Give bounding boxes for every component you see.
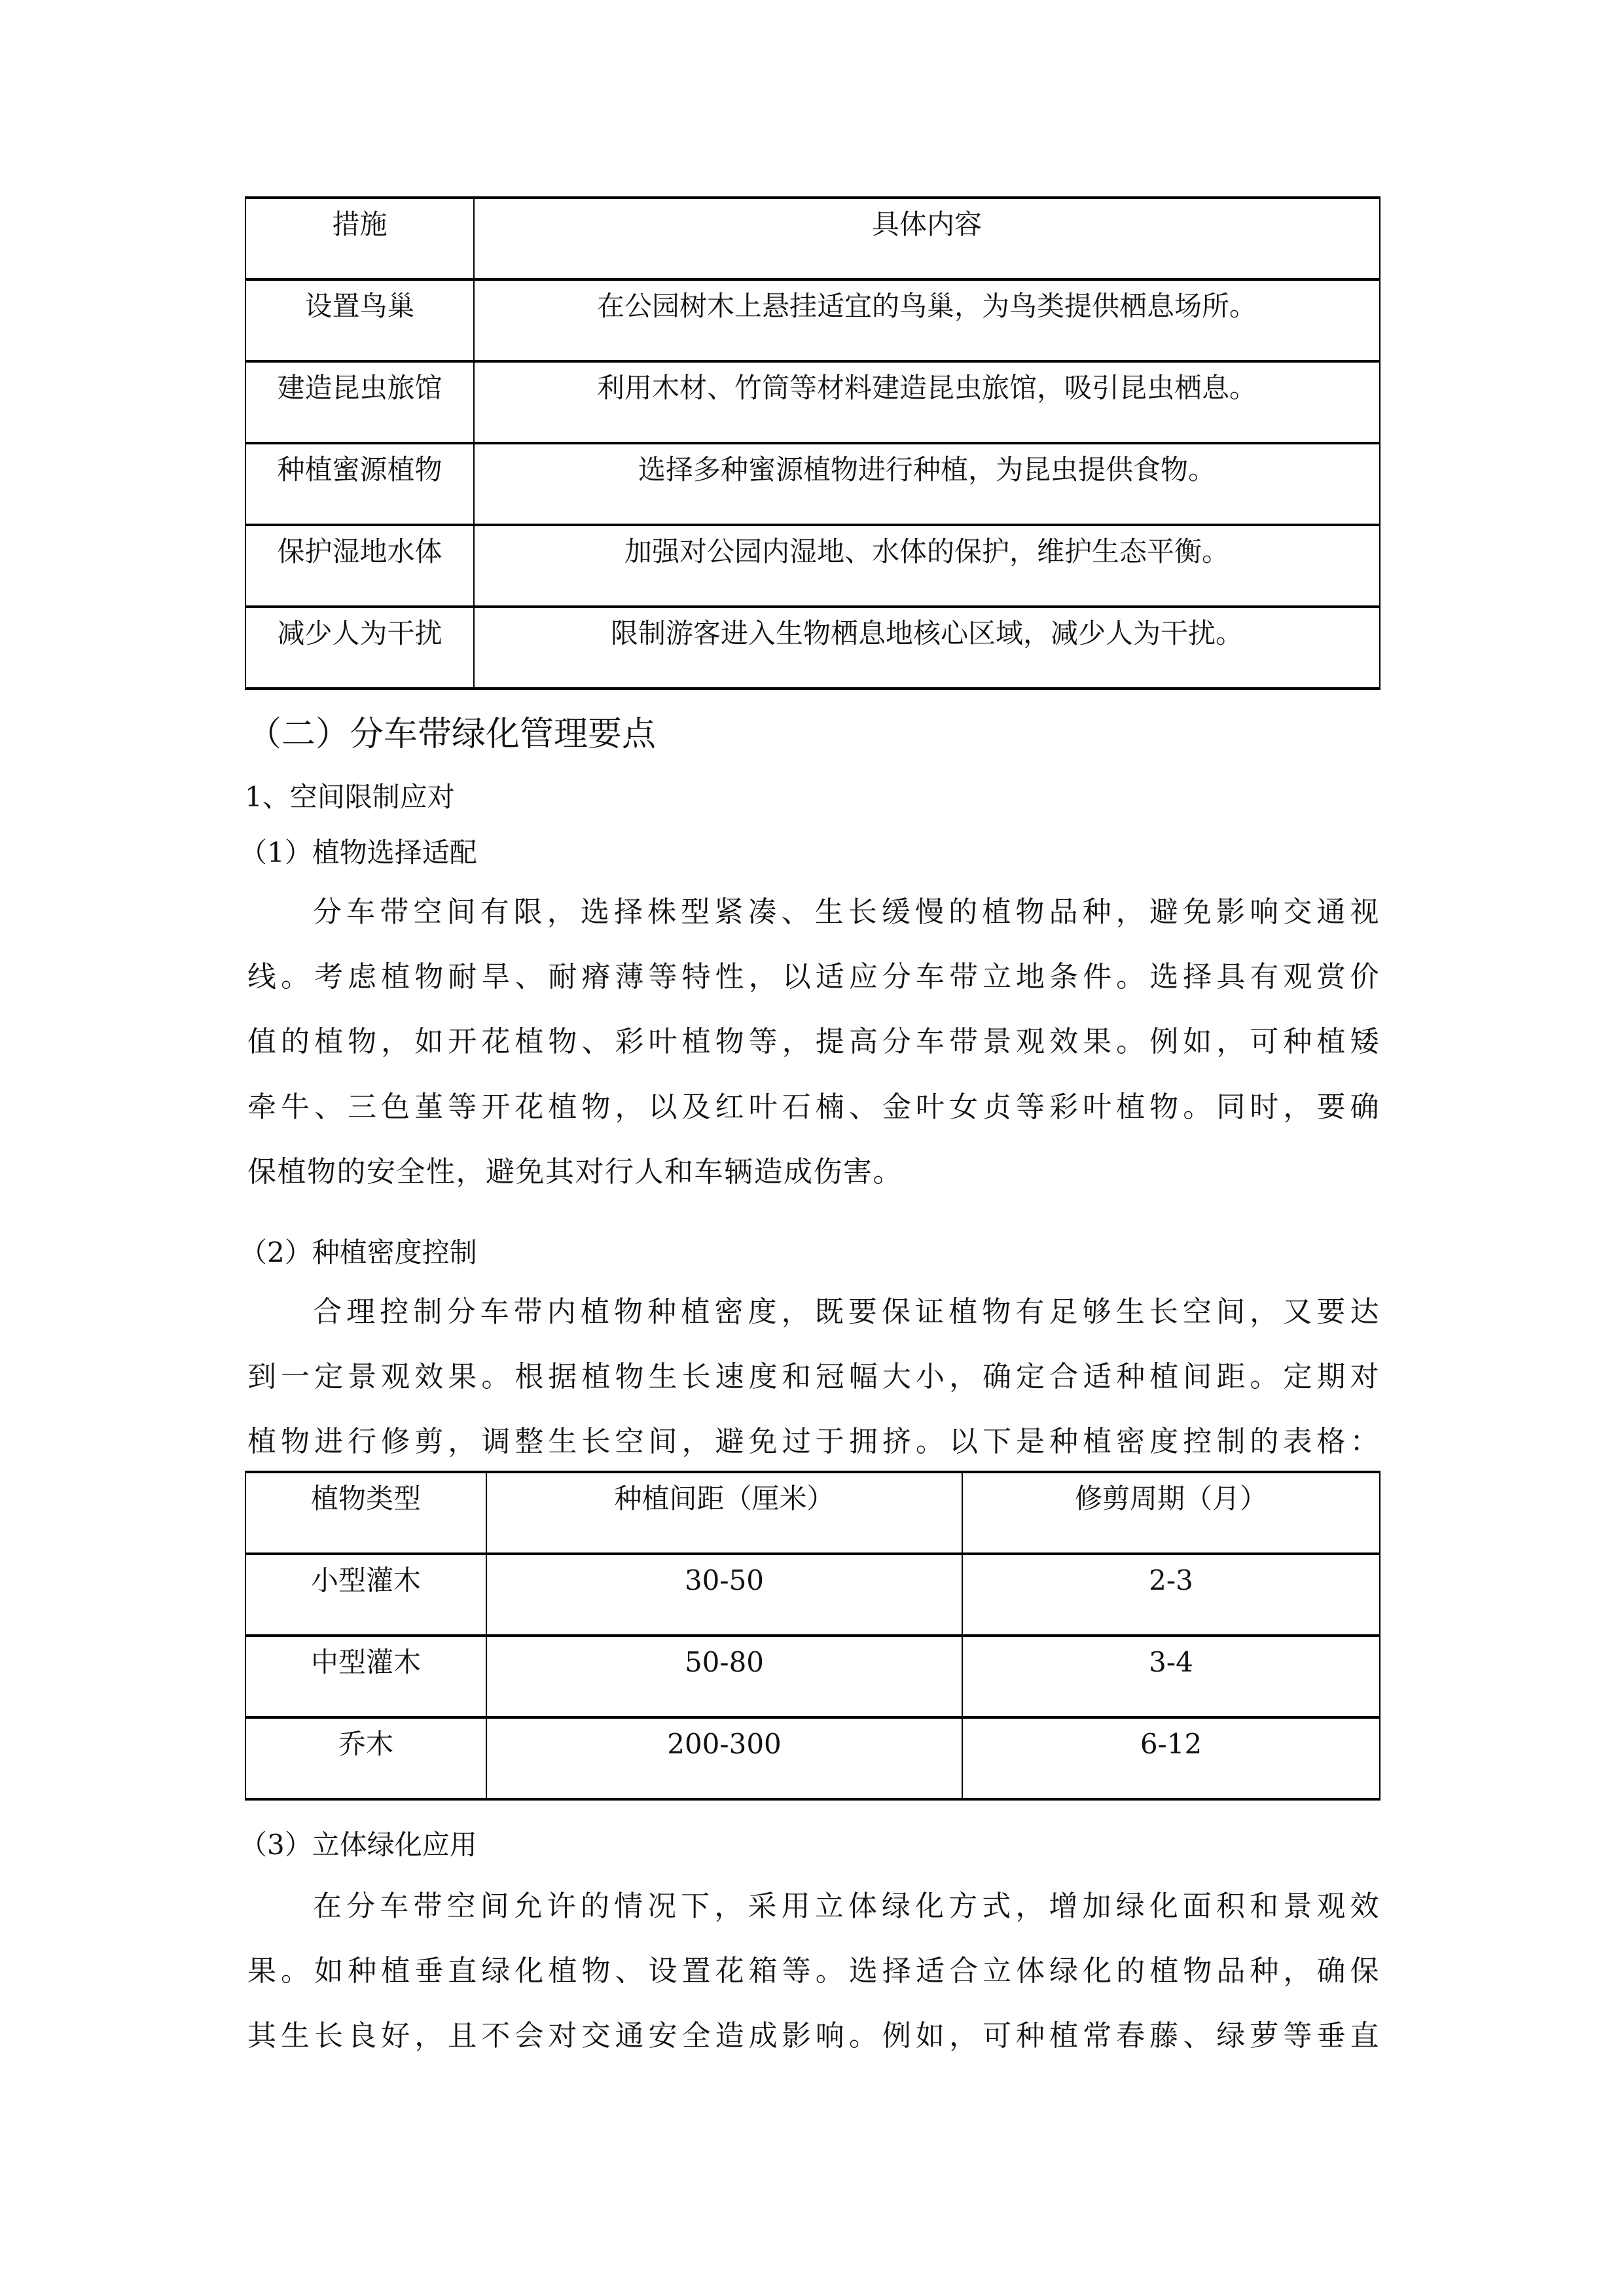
table-cell: 在公园树木上悬挂适宜的鸟巢，为鸟类提供栖息场所。 bbox=[474, 279, 1380, 361]
measures-table bbox=[245, 196, 1380, 690]
header-cell: 具体内容 bbox=[474, 198, 1380, 279]
subsection-heading: 1、空间限制应对 bbox=[245, 781, 455, 813]
paragraph-line: 植物进行修剪，调整生长空间，避免过于拥挤。以下是种植密度控制的表格： bbox=[247, 1425, 1380, 1459]
table-cell: 2-3 bbox=[962, 1554, 1380, 1636]
table-cell: 小型灌木 bbox=[245, 1554, 486, 1636]
table-cell: 设置鸟巢 bbox=[245, 279, 474, 361]
table-cell: 30-50 bbox=[486, 1554, 962, 1636]
paragraph-line: 到一定景观效果。根据植物生长速度和冠幅大小，确定合适种植间距。定期对 bbox=[247, 1360, 1380, 1394]
paragraph-line: 保植物的安全性，避免其对行人和车辆造成伤害。 bbox=[247, 1155, 903, 1189]
table-cell: 中型灌木 bbox=[245, 1636, 486, 1717]
table-cell: 种植蜜源植物 bbox=[245, 443, 474, 525]
item-title-2: （2）种植密度控制 bbox=[240, 1236, 477, 1268]
table-cell: 6-12 bbox=[962, 1717, 1380, 1799]
paragraph-density bbox=[247, 1280, 1380, 1475]
table-cell: 选择多种蜜源植物进行种植，为昆虫提供食物。 bbox=[474, 443, 1380, 525]
table-header-row bbox=[245, 198, 1380, 279]
paragraph-line: 值的植物，如开花植物、彩叶植物等，提高分车带景观效果。例如，可种植矮 bbox=[247, 1025, 1380, 1059]
table-row bbox=[245, 1636, 1380, 1717]
table-row bbox=[245, 361, 1380, 443]
table-cell: 50-80 bbox=[486, 1636, 962, 1717]
table-row bbox=[245, 607, 1380, 689]
section-heading: （二）分车带绿化管理要点 bbox=[247, 715, 657, 754]
table-row bbox=[245, 1554, 1380, 1636]
table-cell: 200-300 bbox=[486, 1717, 962, 1799]
header-cell: 种植间距（厘米） bbox=[486, 1472, 962, 1554]
paragraph-plant-selection bbox=[247, 880, 1380, 1204]
table-cell: 3-4 bbox=[962, 1636, 1380, 1717]
table-cell: 保护湿地水体 bbox=[245, 525, 474, 607]
paragraph-line: 合理控制分车带内植物种植密度，既要保证植物有足够生长空间，又要达 bbox=[313, 1295, 1380, 1329]
table-cell: 减少人为干扰 bbox=[245, 607, 474, 689]
header-cell: 修剪周期（月） bbox=[962, 1472, 1380, 1554]
table-cell: 加强对公园内湿地、水体的保护，维护生态平衡。 bbox=[474, 525, 1380, 607]
paragraph-line: 在分车带空间允许的情况下，采用立体绿化方式，增加绿化面积和景观效 bbox=[313, 1890, 1380, 1923]
density-table bbox=[245, 1471, 1380, 1801]
table-header-row bbox=[245, 1472, 1380, 1554]
table-cell: 限制游客进入生物栖息地核心区域，减少人为干扰。 bbox=[474, 607, 1380, 689]
table-row bbox=[245, 1717, 1380, 1799]
paragraph-line: 牵牛、三色堇等开花植物，以及红叶石楠、金叶女贞等彩叶植物。同时，要确 bbox=[247, 1090, 1380, 1124]
table-row bbox=[245, 279, 1380, 361]
table-cell: 利用木材、竹筒等材料建造昆虫旅馆，吸引昆虫栖息。 bbox=[474, 361, 1380, 443]
header-cell: 措施 bbox=[245, 198, 474, 279]
table-row bbox=[245, 525, 1380, 607]
item-title-3: （3）立体绿化应用 bbox=[240, 1829, 477, 1861]
paragraph-line: 线。考虑植物耐旱、耐瘠薄等特性，以适应分车带立地条件。选择具有观赏价 bbox=[247, 960, 1380, 994]
table-cell: 建造昆虫旅馆 bbox=[245, 361, 474, 443]
header-cell: 植物类型 bbox=[245, 1472, 486, 1554]
paragraph-vertical-greening bbox=[247, 1874, 1380, 2069]
paragraph-line: 分车带空间有限，选择株型紧凑、生长缓慢的植物品种，避免影响交通视 bbox=[313, 895, 1380, 929]
table-row bbox=[245, 443, 1380, 525]
paragraph-line: 果。如种植垂直绿化植物、设置花箱等。选择适合立体绿化的植物品种，确保 bbox=[247, 1954, 1380, 1988]
paragraph-line: 其生长良好，且不会对交通安全造成影响。例如，可种植常春藤、绿萝等垂直 bbox=[247, 2019, 1380, 2053]
table-cell: 乔木 bbox=[245, 1717, 486, 1799]
item-title-1: （1）植物选择适配 bbox=[240, 836, 477, 869]
